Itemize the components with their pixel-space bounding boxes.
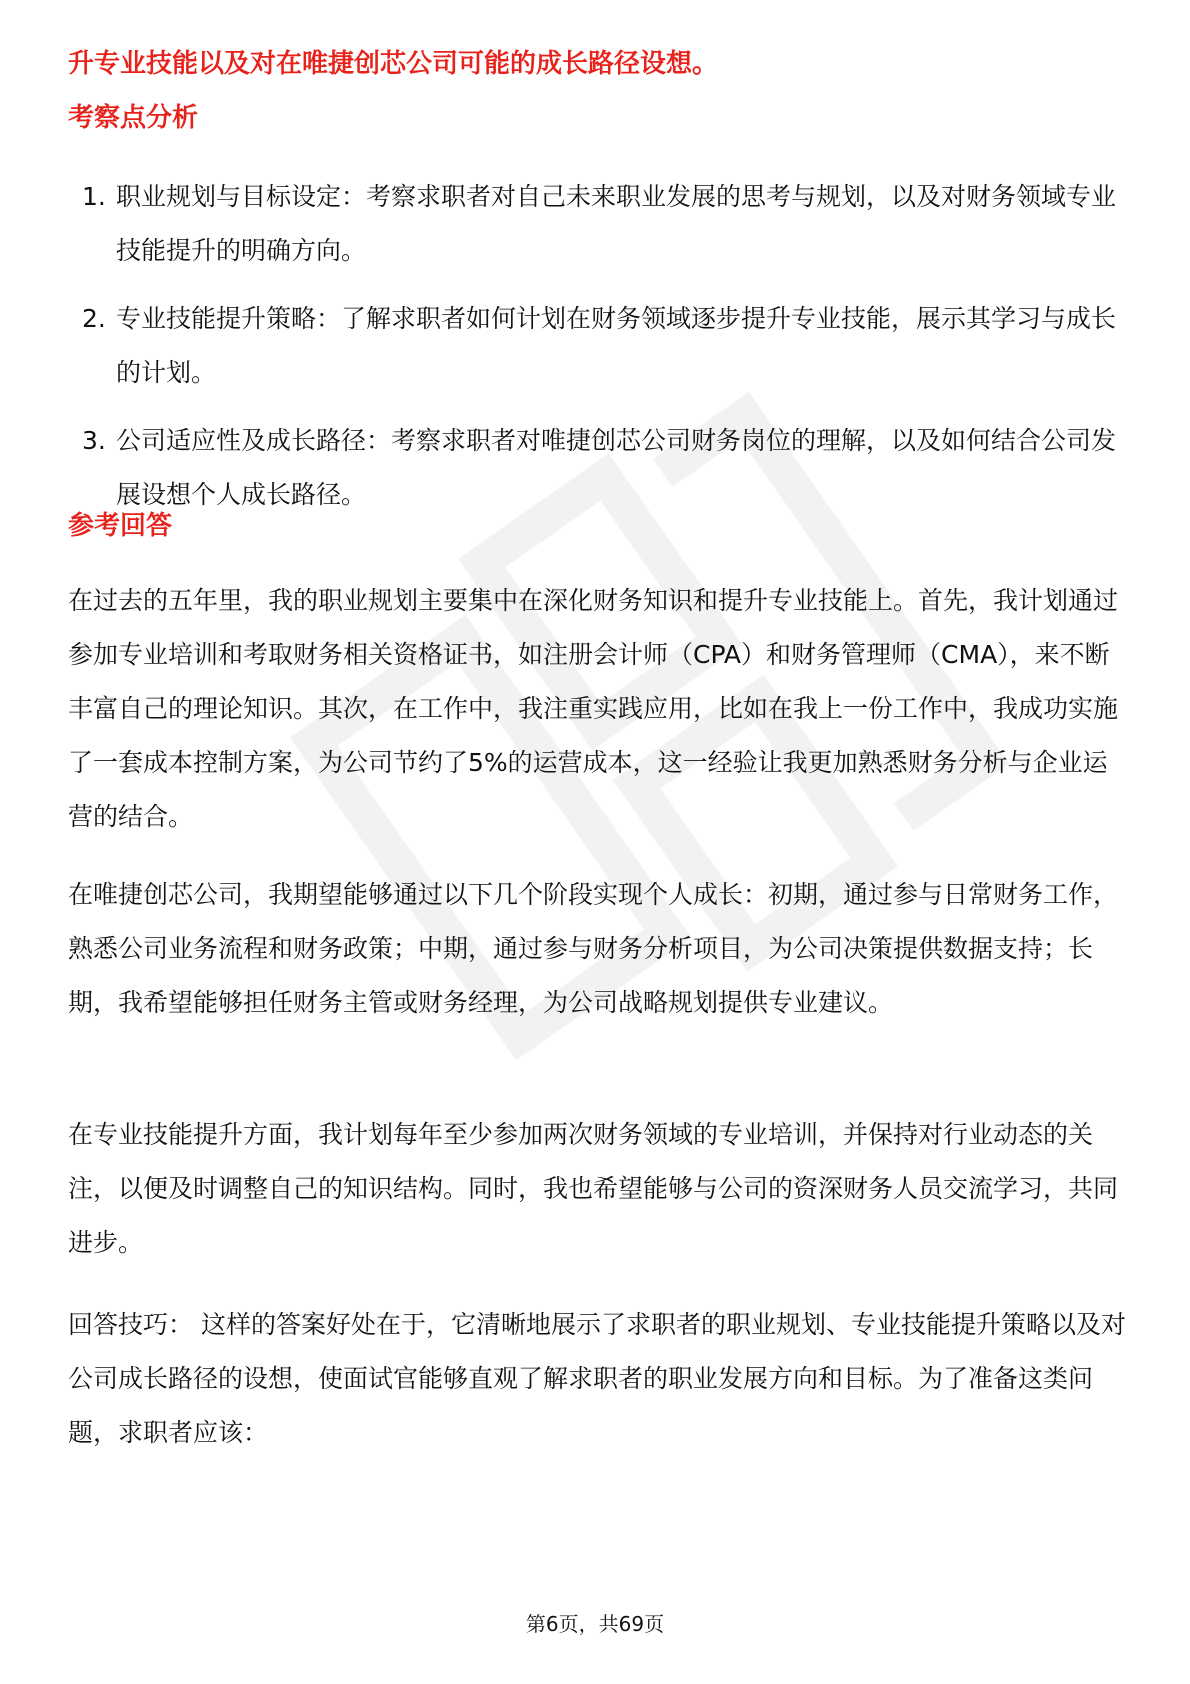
list-item-number: 3.: [82, 426, 106, 455]
answer-paragraph: 在专业技能提升方面，我计划每年至少参加两次财务领域的专业培训，并保持对行业动态的关注，以便及时调整自己的知识结构。同时，我也希望能够与公司的资深财务人员交流学习，共同进步。: [68, 1120, 1119, 1257]
list-item-text: 专业技能提升策略：了解求职者如何计划在财务领域逐步提升专业技能，展示其学习与成长的计划。: [116, 304, 1117, 387]
list-item: [68, 414, 1128, 522]
list-item: [68, 170, 1128, 278]
analysis-heading: 考察点分析: [68, 103, 199, 133]
answer-paragraph: 在过去的五年里，我的职业规划主要集中在深化财务知识和提升专业技能上。首先，我计划通过参加专业培训和考取财务相关资格证书，如注册会计师（CPA）和财务管理师（CMA），来不断丰富自己的理论知识。其次，在工作中，我注重实践应用，比如在我上一份工作中，我成功实施了一套成本控制方案，为公司节约了5%的运营成本，这一经验让我更加熟悉财务分析与企业运营的结合。: [68, 586, 1119, 831]
answer-paragraph: 在唯捷创芯公司，我期望能够通过以下几个阶段实现个人成长：初期，通过参与日常财务工作，熟悉公司业务流程和财务政策；中期，通过参与财务分析项目，为公司决策提供数据支持；长期，我希望能够担任财务主管或财务经理，为公司战略规划提供专业建议。: [68, 880, 1119, 1017]
list-item-text: 职业规划与目标设定：考察求职者对自己未来职业发展的思考与规划，以及对财务领域专业技能提升的明确方向。: [116, 182, 1117, 265]
analysis-list: [68, 170, 1128, 536]
list-item: [68, 292, 1128, 400]
header-line: 升专业技能以及对在唯捷创芯公司可能的成长路径设想。: [68, 49, 719, 79]
list-item-text: 公司适应性及成长路径：考察求职者对唯捷创芯公司财务岗位的理解，以及如何结合公司发展设想个人成长路径。: [116, 426, 1117, 509]
answer-heading: 参考回答: [68, 511, 173, 541]
list-item-number: 1.: [82, 182, 106, 211]
page-number: 第6页，共69页: [525, 1612, 665, 1636]
list-item-number: 2.: [82, 304, 106, 333]
tips-paragraph: 回答技巧： 这样的答案好处在于，它清晰地展示了求职者的职业规划、专业技能提升策略以及对公司成长路径的设想，使面试官能够直观了解求职者的职业发展方向和目标。为了准备这类问题，求职者应该：: [68, 1310, 1126, 1447]
